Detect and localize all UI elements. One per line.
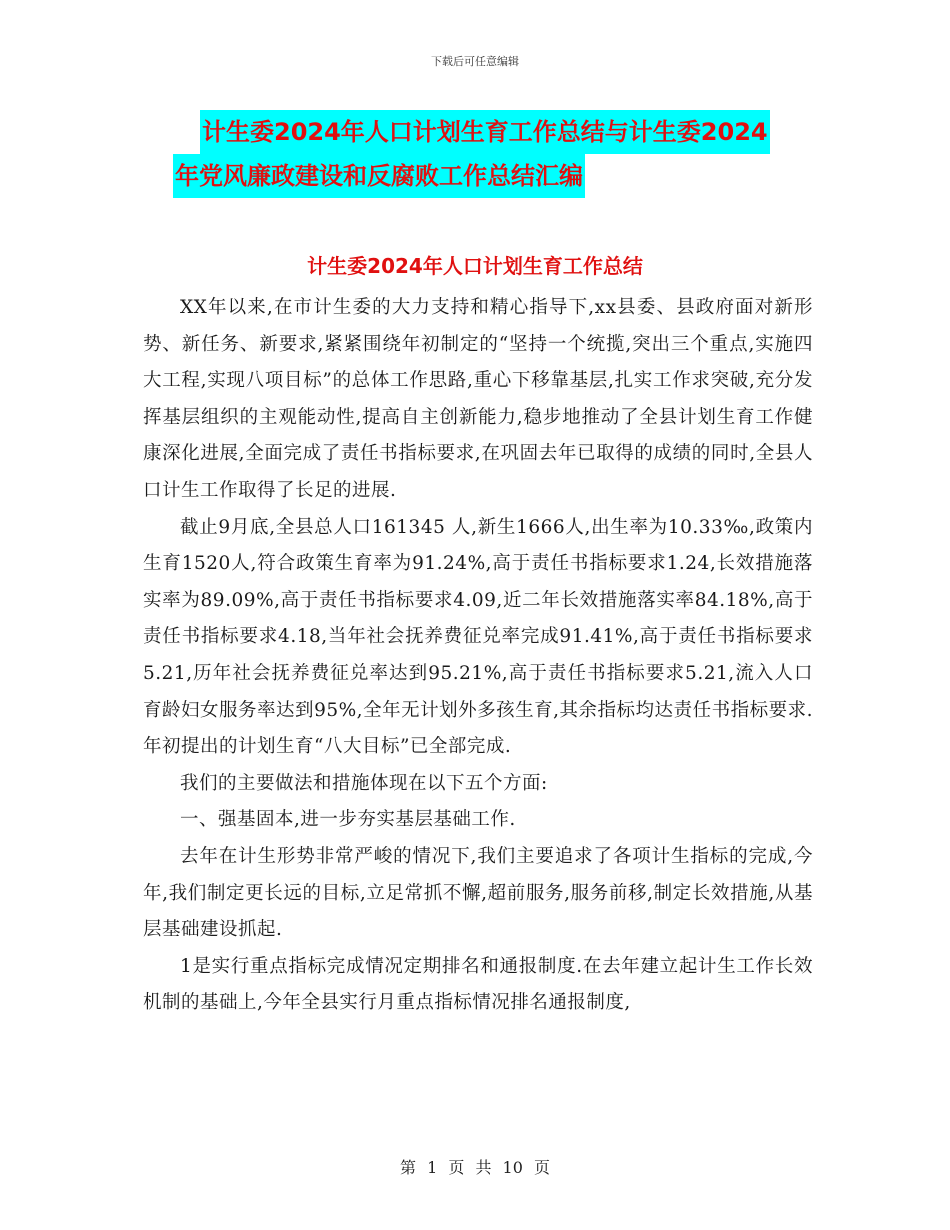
document-title-line-1: 计生委2024年人口计划生育工作总结与计生委2024 [200, 110, 770, 154]
paragraph: 一、强基固本,进一步夯实基层基础工作. [180, 809, 516, 831]
section-title: 计生委2024年人口计划生育工作总结 [307, 254, 643, 278]
document-title [145, 110, 825, 198]
paragraph: XX年以来,在市计生委的大力支持和精心指导下,xx县委、县政府面对新形势、新任务、新要求,紧紧围绕年初制定的“坚持一个统揽,突出三个重点,实施四大工程,实现八项目标”的总体工作思路,重心下移靠基层,扎实工作求突破,充分发挥基层组织的主观能动性,提高自主创新能力,稳步地推动了全县计划生育工作健康深化进展,全面完成了责任书指标要求,在巩固去年已取得的成绩的同时,全县人口计生工作取得了长足的进展. [143, 297, 813, 501]
document-title-line-2: 年党风廉政建设和反腐败工作总结汇编 [173, 154, 585, 198]
paragraph: 1是实行重点指标完成情况定期排名和通报制度.在去年建立起计生工作长效机制的基础上,今年全县实行月重点指标情况排名通报制度, [143, 955, 813, 1014]
body-text [143, 290, 813, 1022]
page-number-footer: 第 1 页 共 10 页 [400, 1158, 550, 1177]
paragraph: 去年在计生形势非常严峻的情况下,我们主要追求了各项计生指标的完成,今年,我们制定更长远的目标,立足常抓不懈,超前服务,服务前移,制定长效措施,从基层基础建设抓起. [143, 845, 813, 941]
paragraph: 截止9月底,全县总人口161345 人,新生1666人,出生率为10.33‰,政策内生育1520人,符合政策生育率为91.24%,高于责任书指标要求1.24,长效措施落实率为89.09%,高于责任书指标要求4.09,近二年长效措施落实率84.18%,高于责任书指标要求4.18,当年社会抚养费征兑率完成91.41%,高于责任书指标要求5.21,历年社会抚养费征兑率达到95.21%,高于责任书指标要求5.21,流入人口育龄妇女服务率达到95%,全年无计划外多孩生育,其余指标均达责任书指标要求.年初提出的计划生育“八大目标”已全部完成. [143, 516, 813, 758]
paragraph: 我们的主要做法和措施体现在以下五个方面: [180, 772, 548, 794]
header-note: 下载后可任意编辑 [431, 55, 519, 68]
